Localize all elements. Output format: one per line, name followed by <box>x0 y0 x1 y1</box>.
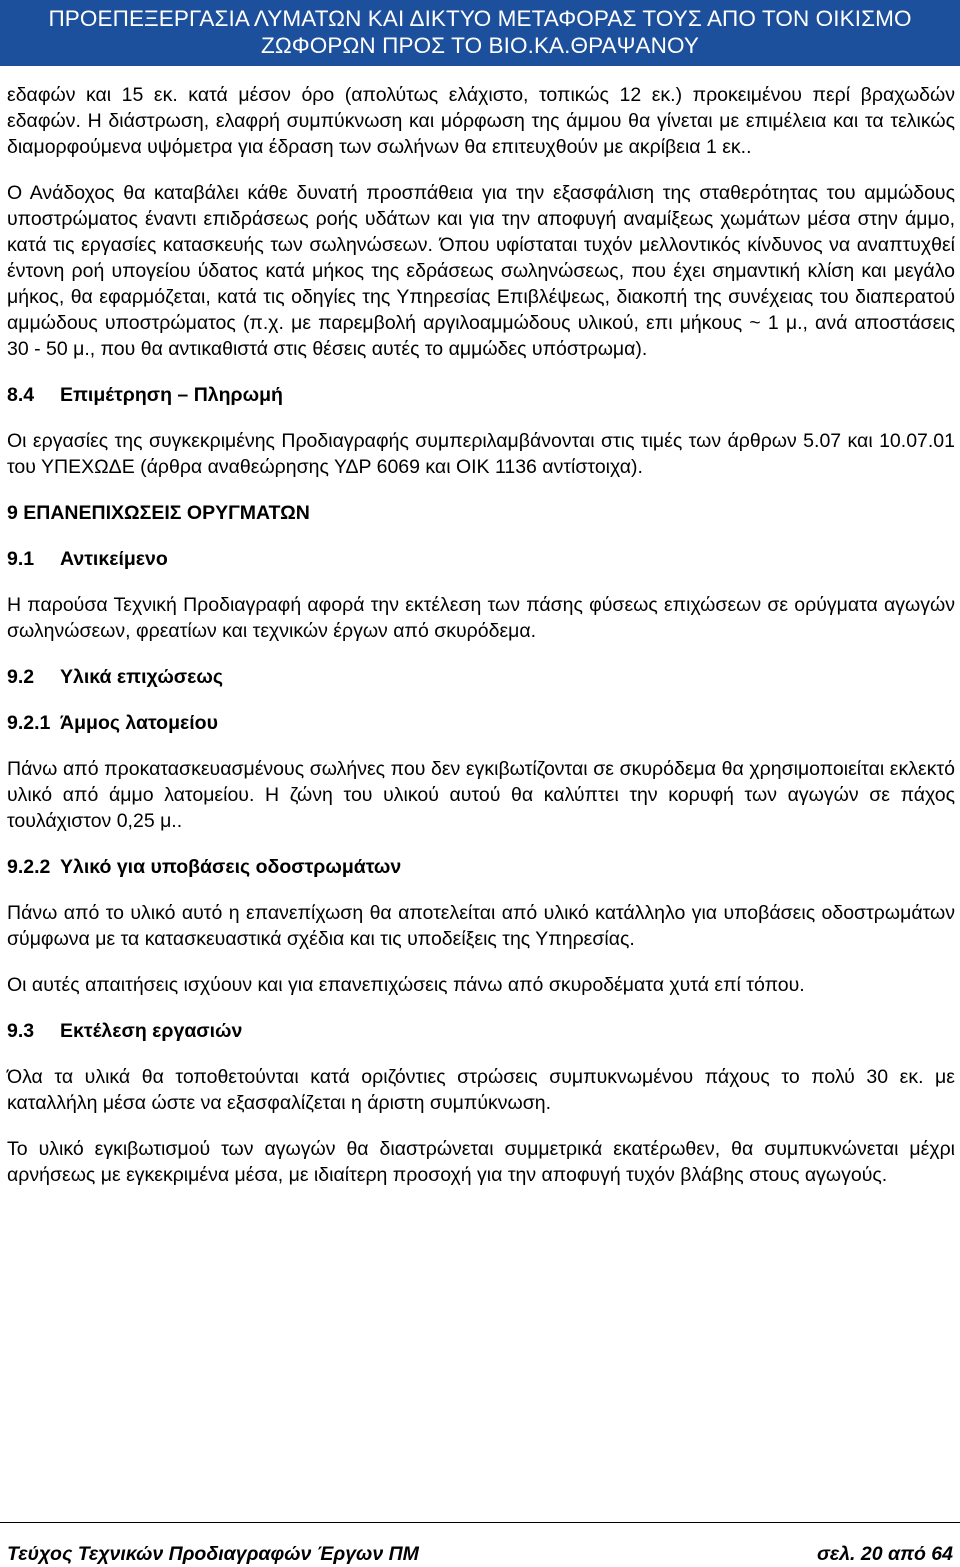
section-title: Υλικά επιχώσεως <box>60 666 223 688</box>
section-9-2-2-heading <box>7 854 955 880</box>
paragraph-measurement-payment: Οι εργασίες της συγκεκριμένης Προδιαγραφής συμπεριλαμβάνονται στις τιμές των άρθρων 5.07 και 10.07.01 του ΥΠΕΧΩΔΕ (άρθρα αναθεώρησης ΥΔΡ 6069 και ΟΙΚ 1136 αντίστοιχα). <box>7 430 955 478</box>
page-header-banner <box>0 0 960 66</box>
section-8-4-heading <box>7 382 955 408</box>
section-9-2-1-heading <box>7 710 955 736</box>
section-title: Άμμος λατομείου <box>60 712 218 734</box>
chapter-9-heading: 9 ΕΠΑΝΕΠΙΧΩΣΕΙΣ ΟΡΥΓΜΑΤΩΝ <box>7 502 310 524</box>
paragraph-pipe-embedment: Το υλικό εγκιβωτισμού των αγωγών θα διαστρώνεται συμμετρικά εκατέρωθεν, θα συμπυκνώνεται μέχρι αρνήσεως με εγκεκριμένα μέσα, με ιδιαίτερη προσοχή για την αποφυγή τυχόν βλάβης στους αγωγούς. <box>7 1138 955 1186</box>
section-title: Αντικείμενο <box>60 548 168 570</box>
section-number: 8.4 <box>7 384 35 406</box>
section-9-2-heading <box>7 664 955 690</box>
section-9-1-heading <box>7 546 955 572</box>
header-title-line-1: ΠΡΟΕΠΕΞΕΡΓΑΣΙΑ ΛΥΜΑΤΩΝ ΚΑΙ ΔΙΚΤΥΟ ΜΕΤΑΦΟΡΑΣ ΤΟΥΣ ΑΠΟ ΤΟΝ ΟΙΚΙΣΜΟ <box>48 6 912 31</box>
section-title: Επιμέτρηση – Πληρωμή <box>60 384 283 406</box>
footer-document-title: Τεύχος Τεχνικών Προδιαγραφών Έργων ΠΜ <box>7 1543 419 1565</box>
footer-divider <box>0 1522 960 1523</box>
section-number: 9.3 <box>7 1020 35 1042</box>
paragraph-quarry-sand: Πάνω από προκατασκευασμένους σωλήνες που δεν εγκιβωτίζονται σε σκυρόδεμα θα χρησιμοποιείται εκλεκτό υλικό από άμμο λατομείου. Η ζώνη του υλικού αυτού θα καλύπτει την κορυφή των αγωγών σε πάχος τουλάχιστον 0,25 μ.. <box>7 758 955 832</box>
paragraph-scope: Η παρούσα Τεχνική Προδιαγραφή αφορά την εκτέλεση των πάσης φύσεως επιχώσεων σε ορύγματα αγωγών σωληνώσεων, φρεατίων και τεχνικών έργων από σκυρόδεμα. <box>7 594 955 642</box>
footer-page-number: σελ. 20 από 64 <box>816 1543 953 1565</box>
section-number: 9.2.1 <box>7 712 51 734</box>
section-number: 9.1 <box>7 548 35 570</box>
paragraph-subbase-material: Πάνω από το υλικό αυτό η επανεπίχωση θα αποτελείται από υλικό κατάλληλο για υποβάσεις οδοστρωμάτων σύμφωνα με τα κατασκευαστικά σχέδια και τις υποδείξεις της Υπηρεσίας. <box>7 902 955 950</box>
header-title-line-2: ΖΩΦΟΡΩΝ ΠΡΟΣ ΤΟ ΒΙΟ.ΚΑ.ΘΡΑΨΑΝΟΥ <box>260 33 699 58</box>
section-title: Εκτέλεση εργασιών <box>60 1020 243 1042</box>
section-number: 9.2.2 <box>7 856 51 878</box>
document-body <box>7 82 955 1208</box>
paragraph-cast-in-place: Οι αυτές απαιτήσεις ισχύουν και για επανεπιχώσεις πάνω από σκυροδέματα χυτά επί τόπου. <box>7 974 805 996</box>
paragraph-layer-compaction: Όλα τα υλικά θα τοποθετούνται κατά οριζόντιες στρώσεις συμπυκνωμένου πάχους το πολύ 30 εκ. με καταλλήλη μέσα ώστε να εξασφαλίζεται η άριστη συμπύκνωση. <box>7 1066 955 1114</box>
section-number: 9.2 <box>7 666 35 688</box>
paragraph-bedding-thickness: εδαφών και 15 εκ. κατά μέσον όρο (απολύτως ελάχιστο, τοπικώς 12 εκ.) προκειμένου περί βραχωδών εδαφών. Η διάστρωση, ελαφρή συμπύκνωση και μόρφωση της άμμου θα γίνεται με επιμέλεια και τα τελικώς διαμορφούμενα υψόμετρα για έδραση των σωλήνων θα επιτευχθούν με ακρίβεια 1 εκ.. <box>7 84 955 158</box>
section-9-3-heading <box>7 1018 955 1044</box>
paragraph-bedding-stability: Ο Ανάδοχος θα καταβάλει κάθε δυνατή προσπάθεια για την εξασφάλιση της σταθερότητας του αμμώδους υποστρώματος έναντι επιδράσεως ροής υδάτων και για την αποφυγή αναμίξεως χωμάτων μέσα στην άμμο, κατά τις εργασίες κατασκευής των σωληνώσεων. Όπου υφίσταται τυχόν μελλοντικός κίνδυνος να αναπτυχθεί έντονη ροή υπογείου ύδατος κατά μήκος της εδράσεως σωληνώσεως, που έχει σημαντική κλίση και μεγάλο μήκος, θα εφαρμόζεται, κατά τις οδηγίες της Υπηρεσίας Επιβλέψεως, διακοπή της συνέχειας του διαπερατού αμμώδους υποστρώματος (π.χ. με παρεμβολή αργιλοαμμώδους υλικού, επι μήκους ~ 1 μ., ανά αποστάσεις 30 - 50 μ., που θα αντικαθιστά στις θέσεις αυτές το αμμώδες υπόστρωμα). <box>7 182 955 360</box>
section-title: Υλικό για υποβάσεις οδοστρωμάτων <box>60 856 402 878</box>
